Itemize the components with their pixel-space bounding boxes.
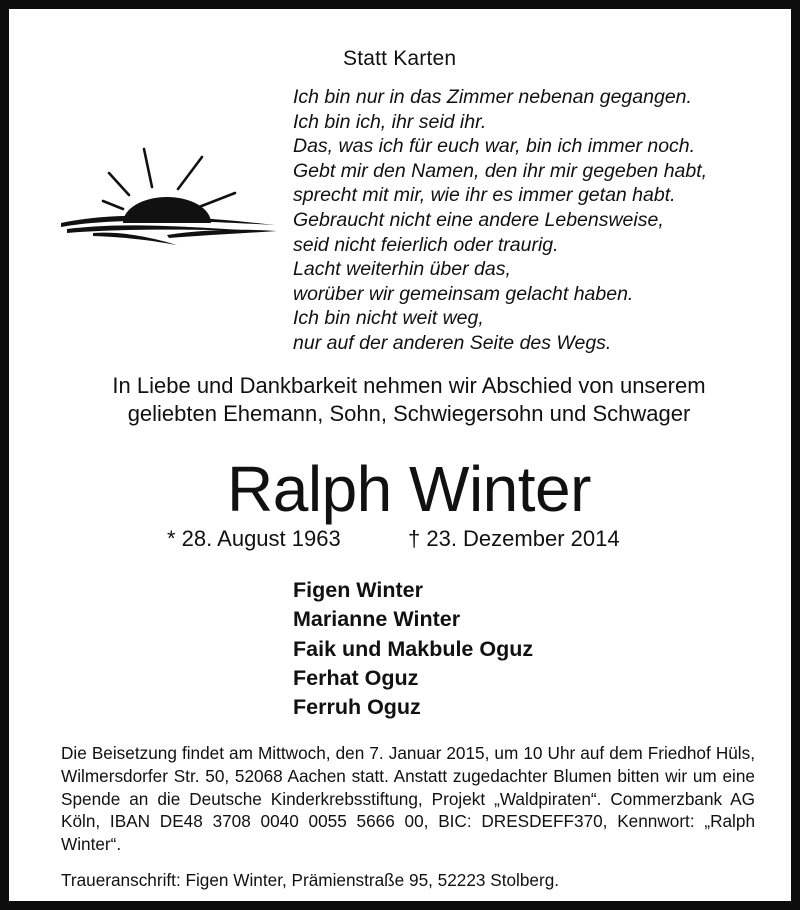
- birth-date: * 28. August 1963: [167, 526, 341, 551]
- poem-line: Gebraucht nicht eine andere Lebensweise,: [293, 208, 664, 231]
- deceased-name: Ralph Winter: [227, 453, 591, 525]
- poem-line: Das, was ich für euch war, bin ich immer noch.: [293, 135, 696, 158]
- farewell-intro: [9, 372, 800, 428]
- poem-line: nur auf der anderen Seite des Wegs.: [293, 331, 612, 354]
- poem-line: Gebt mir den Namen, den ihr mir gegeben habt,: [293, 159, 708, 182]
- mourner-name: Marianne Winter: [293, 607, 461, 632]
- intro-line: geliebten Ehemann, Sohn, Schwiegersohn und Schwager: [127, 401, 691, 426]
- sunset-icon: [57, 143, 279, 251]
- intro-line: In Liebe und Dankbarkeit nehmen wir Abschied von unserem: [112, 373, 706, 398]
- mourning-address: Traueranschrift: Figen Winter, Prämienstraße 95, 52223 Stolberg.: [61, 870, 560, 890]
- mourner-name: Ferhat Oguz: [293, 665, 419, 690]
- mourners-list: [293, 576, 533, 722]
- mourner-name: Faik und Makbule Oguz: [293, 636, 534, 661]
- poem-line: Ich bin nicht weit weg,: [293, 307, 484, 330]
- mourner-name: Ferruh Oguz: [293, 695, 421, 720]
- mourner-name: Figen Winter: [293, 578, 423, 602]
- poem-line: Lacht weiterhin über das,: [293, 258, 511, 281]
- poem-line: Ich bin ich, ihr seid ihr.: [293, 110, 487, 133]
- notice-heading: Statt Karten: [343, 47, 457, 70]
- poem-line: Ich bin nur in das Zimmer nebenan gegangen.: [293, 86, 692, 108]
- poem: [293, 85, 707, 356]
- funeral-details: Die Beisetzung findet am Mittwoch, den 7. Januar 2015, um 10 Uhr auf dem Friedhof Hüls, Wilmersdorfer Str. 50, 52068 Aachen statt. Anstatt zugedachter Blumen bitten wir um eine Spende an die Deutsche Kinderkrebsstiftung, Projekt „Waldpiraten“. Commerzbank AG Köln, IBAN DE48 3708 0040 0055 5666 00, BIC: DRESDEFF370, Kennwort: „Ralph Winter“.: [61, 743, 755, 855]
- poem-line: worüber wir gemeinsam gelacht haben.: [293, 282, 634, 305]
- poem-line: seid nicht feierlich oder traurig.: [293, 233, 559, 256]
- poem-line: sprecht mit mir, wie ihr es immer getan habt.: [293, 184, 676, 207]
- death-date: † 23. Dezember 2014: [408, 526, 620, 551]
